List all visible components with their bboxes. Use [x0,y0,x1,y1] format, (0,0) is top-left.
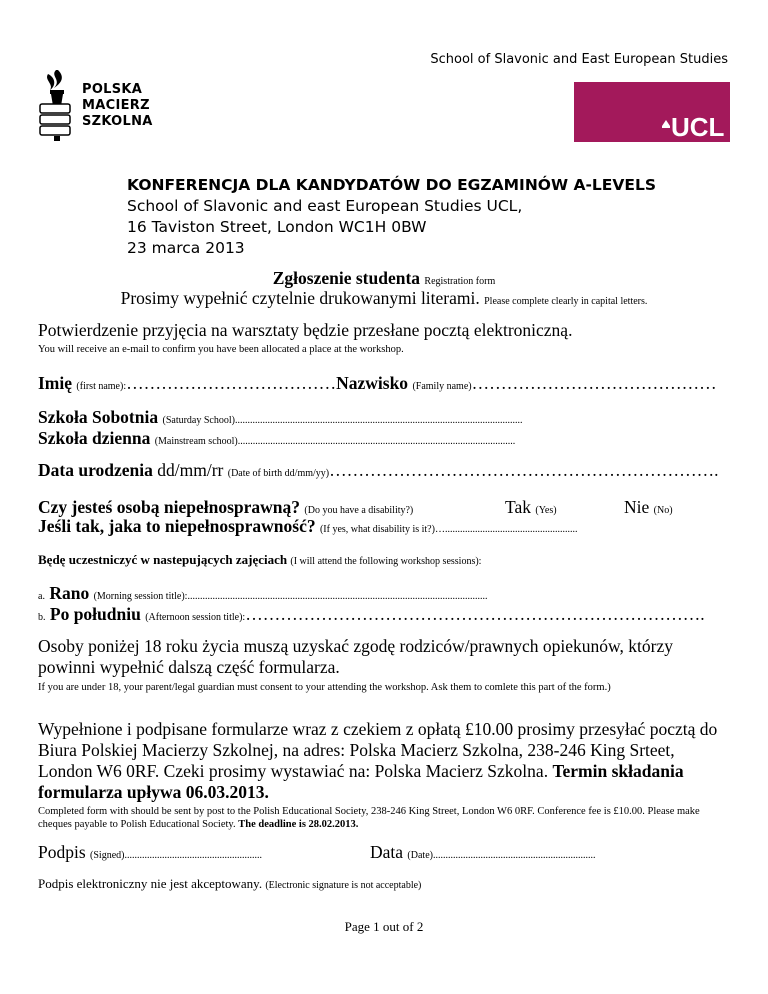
first-name-hint: (first name): [76,381,127,392]
pms-logo [36,68,166,140]
conference-address: 16 Taviston Street, London WC1H 0BW [127,218,427,236]
morning-session-field[interactable]: ........................................................................................................................ [187,591,488,602]
form-instruction [0,288,768,309]
conference-title: KONFERENCJA DLA KANDYDATÓW DO EGZAMINÓW A-LEVELS [127,176,656,194]
date-hint: (Date) [407,850,433,861]
confirmation-text-en: You will receive an e-mail to confirm you have been allocated a place at the workshop. [38,344,404,355]
form-instruction-en: Please complete clearly in capital letters. [484,296,648,307]
date-row [370,842,595,863]
signature-row [38,842,262,863]
no-hint: (No) [653,505,673,516]
name-row [38,373,728,394]
form-instruction-pl: Prosimy wypełnić czytelnie drukowanymi literami. [120,288,480,308]
afternoon-session-field[interactable]: ……………………………………………………………………. [245,604,705,624]
disability-which-hint: (If yes, what disability is it?) [319,524,435,535]
pms-logo-line-1: POLSKA [82,82,143,97]
esign-note [38,876,421,892]
conference-info [127,175,656,259]
morning-label: Rano [49,583,90,603]
sessions-row [38,552,728,568]
mainstream-school-field[interactable]: ............................................................................................................... [237,436,516,447]
first-name-field[interactable]: ……………………………… [126,373,337,393]
under18-text-en: If you are under 18, your parent/legal guardian must consent to your attending the workshop. Ask them to comlete this part of the form.) [38,682,611,693]
morning-session-row [38,583,728,604]
mainstream-school-row [38,428,728,449]
disability-yes-option[interactable] [505,497,557,518]
signed-label: Podpis [38,842,86,862]
saturday-school-field[interactable]: ................................................................................................................... [234,415,523,426]
payment-text-en-block [38,805,728,831]
pms-logo-line-2: MACIERZ [82,98,150,113]
afternoon-label: Po południu [49,604,141,624]
sessions-label: Będę uczestniczyć w nastepujących zajęciach [38,552,288,567]
dob-field[interactable]: …………………………………………………………. [329,460,719,480]
payment-text-en: Completed form with should be sent by post to the Polish Educational Society, 238-246 King Street, London W6 0RF. Conference fee is £10.00. Please make cheques payable to Polish Educational Society. [38,806,700,830]
esign-note-en: (Electronic signature is not acceptable) [265,880,422,891]
mainstream-school-label: Szkoła dzienna [38,428,151,448]
yes-label: Tak [505,497,531,517]
pms-logo-line-3: SZKOLNA [82,114,153,129]
date-field[interactable]: ................................................................. [432,850,596,861]
family-name-hint: (Family name) [412,381,472,392]
dob-row [38,460,728,481]
disability-which-field[interactable]: …..................................................... [434,524,578,535]
dob-format: dd/mm/rr [157,460,224,480]
disability-which-label: Jeśli tak, jaka to niepełnosprawność? [38,516,316,536]
mainstream-school-hint: (Mainstream school) [154,436,238,447]
saturday-school-hint: (Saturday School) [162,415,235,426]
confirmation-text: Potwierdzenie przyjęcia na warsztaty będzie przesłane pocztą elektroniczną. [38,320,573,340]
deadline-pl: Termin składania formularza upływa 06.03.2013. [38,761,684,802]
conference-venue: School of Slavonic and east European Studies UCL, [127,197,523,215]
form-heading [0,268,768,289]
institution-header: School of Slavonic and East European Studies [430,52,728,67]
under18-text: Osoby poniżej 18 roku życia muszą uzyskać zgodę rodziców/prawnych opiekunów, którzy powinni wypełnić dalszą część formularza. [38,636,673,677]
form-heading-pl: Zgłoszenie studenta [272,268,421,288]
disability-no-option[interactable] [624,497,673,518]
disability-question: Czy jesteś osobą niepełnosprawną? [38,497,301,517]
afternoon-hint: (Afternoon session title): [145,612,246,623]
esign-note-pl: Podpis elektroniczny nie jest akceptowany. [38,876,263,891]
torch-emblem-icon [36,68,80,142]
yes-hint: (Yes) [535,505,557,516]
deadline-en: The deadline is 28.02.2013. [238,819,359,830]
family-name-label: Nazwisko [336,373,409,393]
date-label: Data [370,842,404,862]
signature-field[interactable]: ....................................................... [124,850,262,861]
family-name-field[interactable]: …………………………………… [471,373,717,393]
saturday-school-label: Szkoła Sobotnia [38,407,159,427]
dob-label: Data urodzenia [38,460,153,480]
ucl-logo [574,82,730,142]
payment-text [38,719,728,803]
disability-hint: (Do you have a disability?) [304,505,414,516]
form-heading-en: Registration form [424,276,496,287]
no-label: Nie [624,497,650,517]
saturday-school-row [38,407,728,428]
ucl-logo-text: UCL [671,112,725,142]
payment-text-pl: Wypełnione i podpisane formularze wraz z czekiem z opłatą £10.00 prosimy przesyłać pocztą do Biura Polskiej Macierzy Szkolnej, na adres: Polska Macierz Szkolna, 238-246 King Srteet, London W6 0RF. Czeki prosimy wystawiać na: Polska Macierz Szkolna. [38,719,718,781]
first-name-label: Imię [38,373,73,393]
conference-date: 23 marca 2013 [127,239,245,257]
morning-prefix: a. [38,591,45,602]
afternoon-prefix: b. [38,612,46,623]
afternoon-session-row [38,604,728,625]
dob-hint: (Date of birth dd/mm/yy) [227,468,330,479]
signed-hint: (Signed) [90,850,125,861]
sessions-hint: (I will attend the following workshop sessions): [290,556,482,567]
morning-hint: (Morning session title): [93,591,188,602]
disability-which-row [38,516,728,537]
page-number: Page 1 out of 2 [344,919,424,934]
